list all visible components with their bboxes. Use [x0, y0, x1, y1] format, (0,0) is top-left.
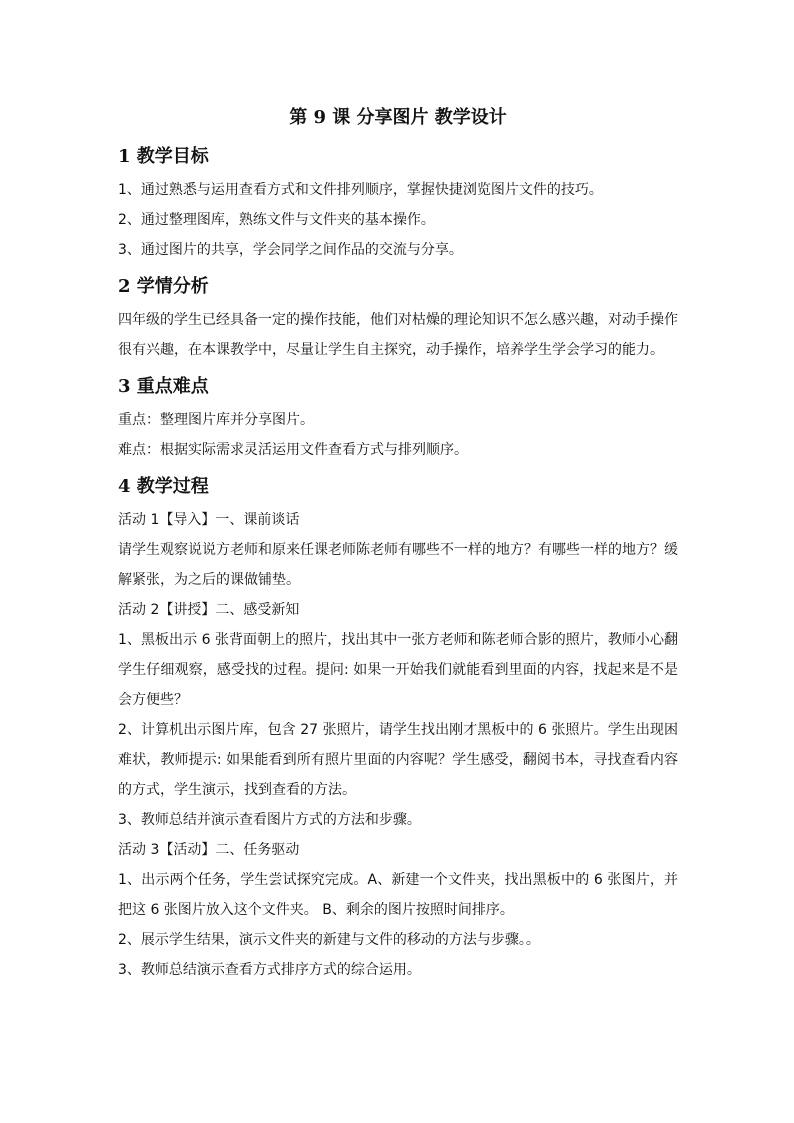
section-key-points — [118, 375, 678, 465]
document-body — [118, 103, 678, 985]
paragraph: 3、教师总结并演示查看图片方式的方法和步骤。 — [118, 812, 421, 828]
section-heading: 2 学情分析 — [118, 276, 209, 297]
activity-heading: 活动 1【导入】一、课前谈话 — [118, 512, 300, 528]
section-heading: 1 教学目标 — [118, 146, 209, 167]
document-title: 第 9 课 分享图片 教学设计 — [289, 107, 507, 128]
section-student-analysis — [118, 275, 678, 365]
paragraph: 请学生观察说说方老师和原来任课老师陈老师有哪些不一样的地方？有哪些一样的地方？缓解紧张，为之后的课做铺垫。 — [118, 542, 678, 588]
activity-heading: 活动 2【讲授】二、感受新知 — [118, 602, 300, 618]
paragraph: 3、通过图片的共享，学会同学之间作品的交流与分享。 — [118, 242, 463, 258]
paragraph: 2、计算机出示图片库，包含 27 张照片，请学生找出刚才黑板中的 6 张照片。学生出现困难状，教师提示: 如果能看到所有照片里面的内容呢？学生感受，翻阅书本，寻找查看内容的方式，学生演示，找到查看的方法。 — [118, 722, 678, 798]
paragraph: 1、黑板出示 6 张背面朝上的照片，找出其中一张方老师和陈老师合影的照片，教师小心翻学生仔细观察，感受找的过程。提问: 如果一开始我们就能看到里面的内容，找起来是不是会方便些？ — [118, 632, 678, 708]
paragraph: 难点：根据实际需求灵活运用文件查看方式与排列顺序。 — [118, 442, 468, 458]
paragraph: 重点：整理图片库并分享图片。 — [118, 412, 314, 428]
paragraph: 1、出示两个任务，学生尝试探究完成。A、新建一个文件夹，找出黑板中的 6 张图片，并把这 6 张图片放入这个文件夹。 B、剩余的图片按照时间排序。 — [118, 872, 678, 918]
section-heading: 3 重点难点 — [118, 376, 209, 397]
paragraph: 3、教师总结演示查看方式排序方式的综合运用。 — [118, 962, 421, 978]
paragraph: 四年级的学生已经具备一定的操作技能，他们对枯燥的理论知识不怎么感兴趣，对动手操作很有兴趣，在本课教学中，尽量让学生自主探究，动手操作，培养学生学会学习的能力。 — [118, 312, 678, 358]
section-heading: 4 教学过程 — [118, 476, 209, 497]
paragraph: 2、展示学生结果，演示文件夹的新建与文件的移动的方法与步骤。。 — [118, 932, 540, 948]
paragraph: 2、通过整理图库，熟练文件与文件夹的基本操作。 — [118, 212, 435, 228]
section-teaching-process — [118, 475, 678, 985]
section-teaching-objectives — [118, 145, 678, 265]
activity-heading: 活动 3【活动】二、任务驱动 — [118, 842, 300, 858]
paragraph: 1、通过熟悉与运用查看方式和文件排列顺序，掌握快捷浏览图片文件的技巧。 — [118, 182, 603, 198]
